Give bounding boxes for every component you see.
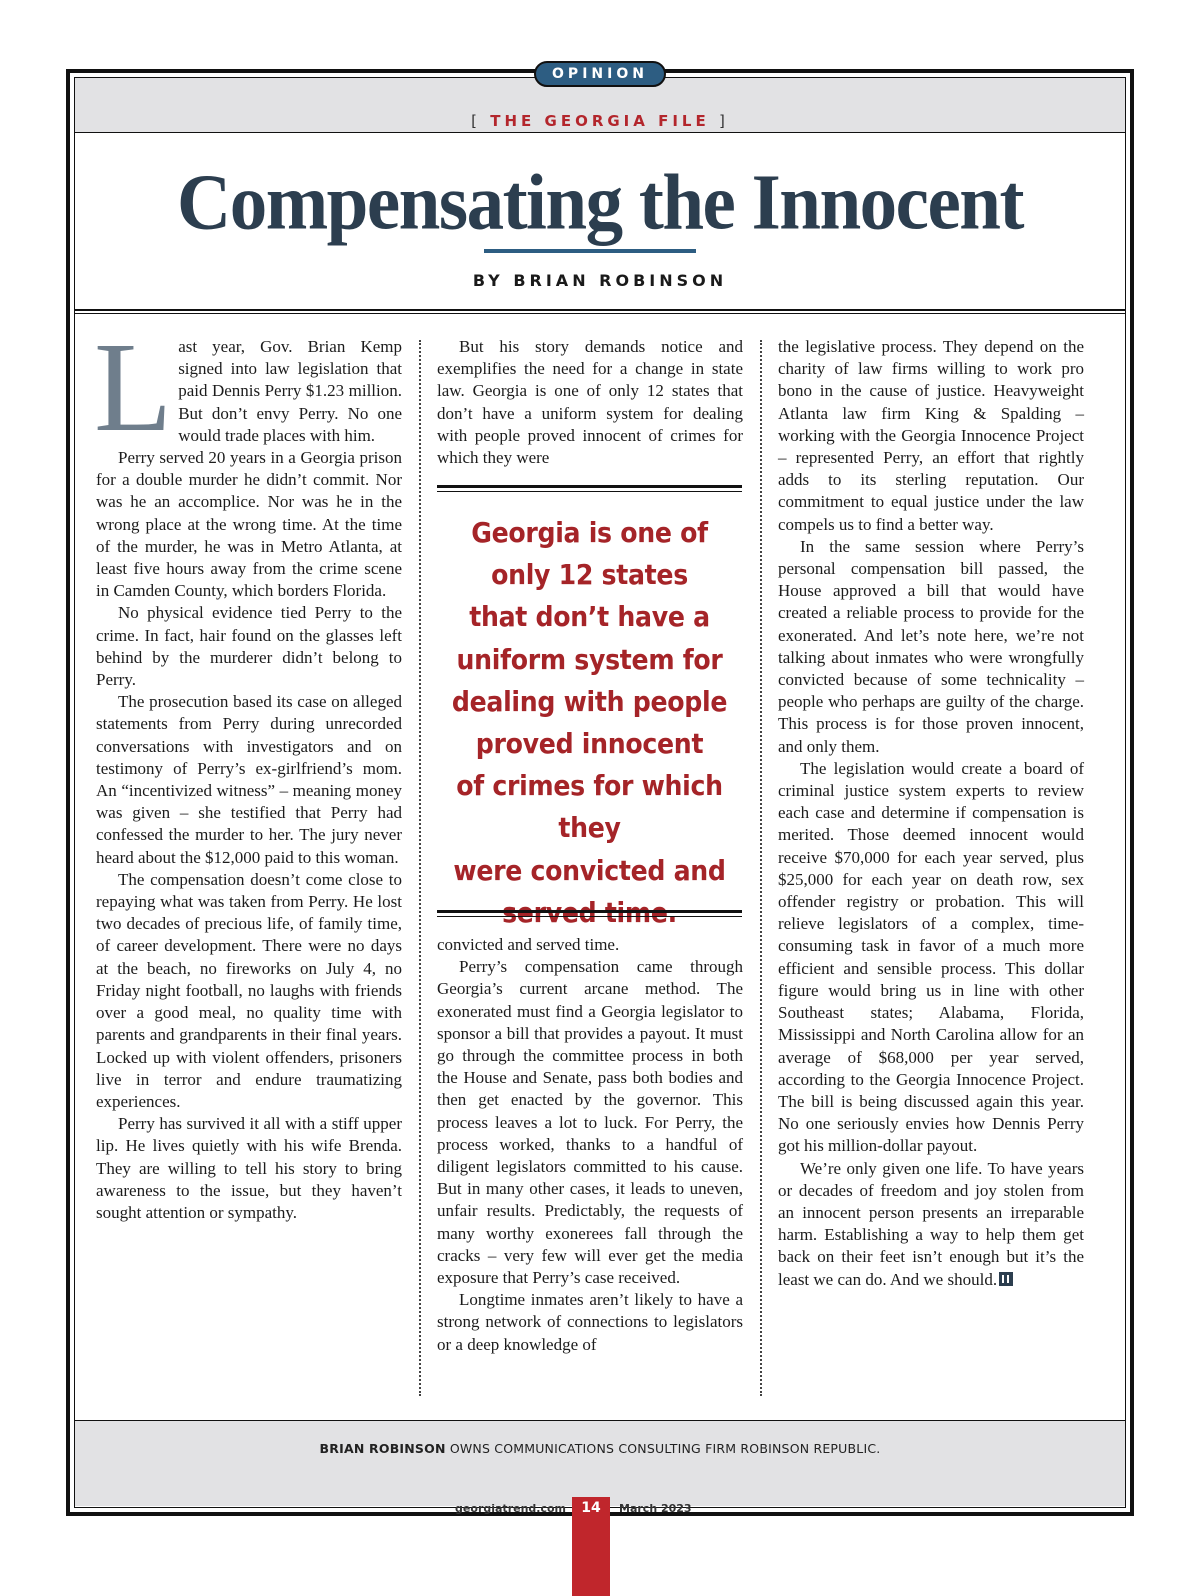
paragraph: Longtime inmates aren’t likely to have a strong network of connections to legislators or a deep knowledge of bbox=[437, 1290, 743, 1354]
pullquote-rule-bottom bbox=[437, 910, 742, 913]
page-number: 14 bbox=[581, 1500, 601, 1516]
section-bracket-close: ] bbox=[718, 112, 729, 130]
author-bio-band bbox=[75, 1420, 1125, 1506]
paragraph: The compensation doesn’t come close to repaying what was taken from Perry. He lost two decades of precious life, of family time, of career development. There were no days at the beach, no fireworks on July 4, no Friday night football, no laughs with friends over a good meal, no quality time with parents and grandparents in their final years. Locked up with violent offenders, prisoners live in terror and endure traumatizing experiences. bbox=[96, 869, 402, 1111]
pullquote-line: dealing with people bbox=[451, 684, 728, 718]
pullquote bbox=[437, 512, 742, 934]
paragraph: The legislation would create a board of criminal justice system experts to review each case and determine if compensation is merited. Those deemed innocent would receive $70,000 for each year served, plus $25,000 for each year on death row, sex offender registry or probation. This will relieve legislators of a complex, time-consuming task in favor of a much more efficient and sensible process. This dollar figure would bring us in line with other Southeast states; Alabama, Florida, Mississippi and North Carolina allow for an average of $68,000 per year served, according to the Georgia Innocence Project. The bill is being discussed again this year. No one seriously envies how Dennis Perry got his million-dollar payout. bbox=[778, 758, 1084, 1156]
headline-underline bbox=[484, 249, 696, 253]
article-column-1 bbox=[94, 316, 402, 1224]
paragraph bbox=[778, 1158, 1084, 1291]
pullquote-line: of crimes for which they bbox=[456, 769, 723, 845]
pullquote-rule-top bbox=[437, 485, 742, 488]
article-column-2-top bbox=[437, 336, 743, 469]
article-column-2-bottom bbox=[437, 934, 743, 1356]
paragraph: the legislative process. They depend on the charity of law firms willing to work pro bono in the cause of justice. Heavyweight Atlanta law firm King & Spalding – working with the Georgia Innocence Project – represented Perry, an effort that rightly adds to its sterling reputation. Our commitment to equal justice under the law compels us to find a better way. bbox=[778, 337, 1084, 534]
pullquote-line: Georgia is one of bbox=[471, 516, 708, 549]
column-divider-1 bbox=[419, 340, 421, 1396]
header-divider-thin bbox=[75, 313, 1125, 314]
section-bracket-open: [ bbox=[471, 112, 482, 130]
pullquote-line: only 12 states bbox=[491, 558, 688, 592]
drop-cap: L bbox=[94, 316, 173, 458]
author-name: BRIAN ROBINSON bbox=[319, 1441, 446, 1456]
paragraph: The prosecution based its case on alleged statements from Perry during unrecorded conversations with investigators and on testimony of Perry’s ex-girlfriend’s mom. An “incentivized witness” – meaning money was given – she testified that Perry had confessed the murder to her. The jury never heard about the $12,000 paid to this woman. bbox=[96, 692, 402, 867]
pullquote-rule-bottom-thin bbox=[437, 916, 742, 917]
paragraph bbox=[94, 316, 402, 458]
pullquote-line: that don’t have a bbox=[469, 600, 710, 634]
byline: BY BRIAN ROBINSON bbox=[472, 271, 728, 290]
paragraph-text: We’re only given one life. To have years or decades of freedom and joy stolen from an innocent person presents an irreparable harm. Establishing a way to help them get back on their feet isn’t enough but it’s the least we can do. And we should. bbox=[778, 1158, 1084, 1289]
pullquote-line: were convicted and bbox=[453, 853, 726, 887]
header-divider bbox=[75, 309, 1125, 311]
opinion-tab: OPINION bbox=[534, 61, 666, 87]
column-divider-2 bbox=[760, 340, 762, 1396]
folio-site: georgiatrend.com bbox=[455, 1502, 566, 1515]
paragraph: But his story demands notice and exemplifies the need for a change in state law. Georgia is one of only 12 states that don’t have a uniform system for dealing with people proved innocent of crimes for which they were bbox=[437, 337, 743, 468]
paragraph: In the same session where Perry’s personal compensation bill passed, the House approved a bill that would have created a reliable process to provide for the exonerated. And let’s note here, we’re not talking about inmates who were wrongfully convicted because of some technicality – people who perhaps are guilty of the charge. This process is for those proven innocent, and only them. bbox=[778, 536, 1084, 756]
pullquote-line: proved innocent bbox=[475, 727, 704, 761]
author-bio bbox=[75, 1441, 1125, 1456]
author-bio-text: OWNS COMMUNICATIONS CONSULTING FIRM ROBINSON REPUBLIC. bbox=[449, 1441, 881, 1456]
paragraph: No physical evidence tied Perry to the crime. In fact, hair found on the glasses left behind by the murderer didn’t belong to Perry. bbox=[96, 603, 402, 690]
section-label bbox=[75, 112, 1125, 130]
pullquote-rule-top-thin bbox=[437, 491, 742, 492]
paragraph: Perry has survived it all with a stiff upper lip. He lives quietly with his wife Brenda. They are willing to tell his story to bring awareness to the issue, but they haven’t sought attention or sympathy. bbox=[96, 1114, 402, 1222]
paragraph: Perry’s compensation came through Georgia’s current arcane method. The exonerated must find a Georgia legislator to sponsor a bill that provides a payout. It must go through the committee process in both the House and Senate, pass both bodies and then get enacted by the governor. This process leaves a lot to luck. For Perry, the process worked, thanks to a handful of diligent legislators committed to his cause. But in many other cases, it leads to uneven, unfair results. Predictably, the requests of many worthy exonerees fall through the cracks – very few will ever get the media exposure that Perry’s case received. bbox=[437, 957, 743, 1288]
headline: Compensating the Innocent bbox=[177, 158, 1023, 247]
section-title: THE GEORGIA FILE bbox=[490, 112, 710, 130]
paragraph-text: ast year, Gov. Brian Kemp signed into law legislation that paid Dennis Perry $1.23 million. But don’t envy Perry. No one would trade places with him. bbox=[178, 337, 402, 445]
end-mark-icon bbox=[999, 1272, 1013, 1286]
paragraph: convicted and served time. bbox=[437, 935, 620, 954]
article-column-3 bbox=[778, 336, 1084, 1291]
pullquote-line: uniform system for bbox=[456, 642, 723, 676]
paragraph: Perry served 20 years in a Georgia prison for a double murder he didn’t commit. Nor was he an accomplice. Nor was he in the wrong place at the wrong time. At the time of the murder, he was in Metro Atlanta, at least five hours away from the crime scene in Camden County, which borders Florida. bbox=[96, 448, 402, 601]
issue-date: March 2023 bbox=[619, 1502, 692, 1515]
